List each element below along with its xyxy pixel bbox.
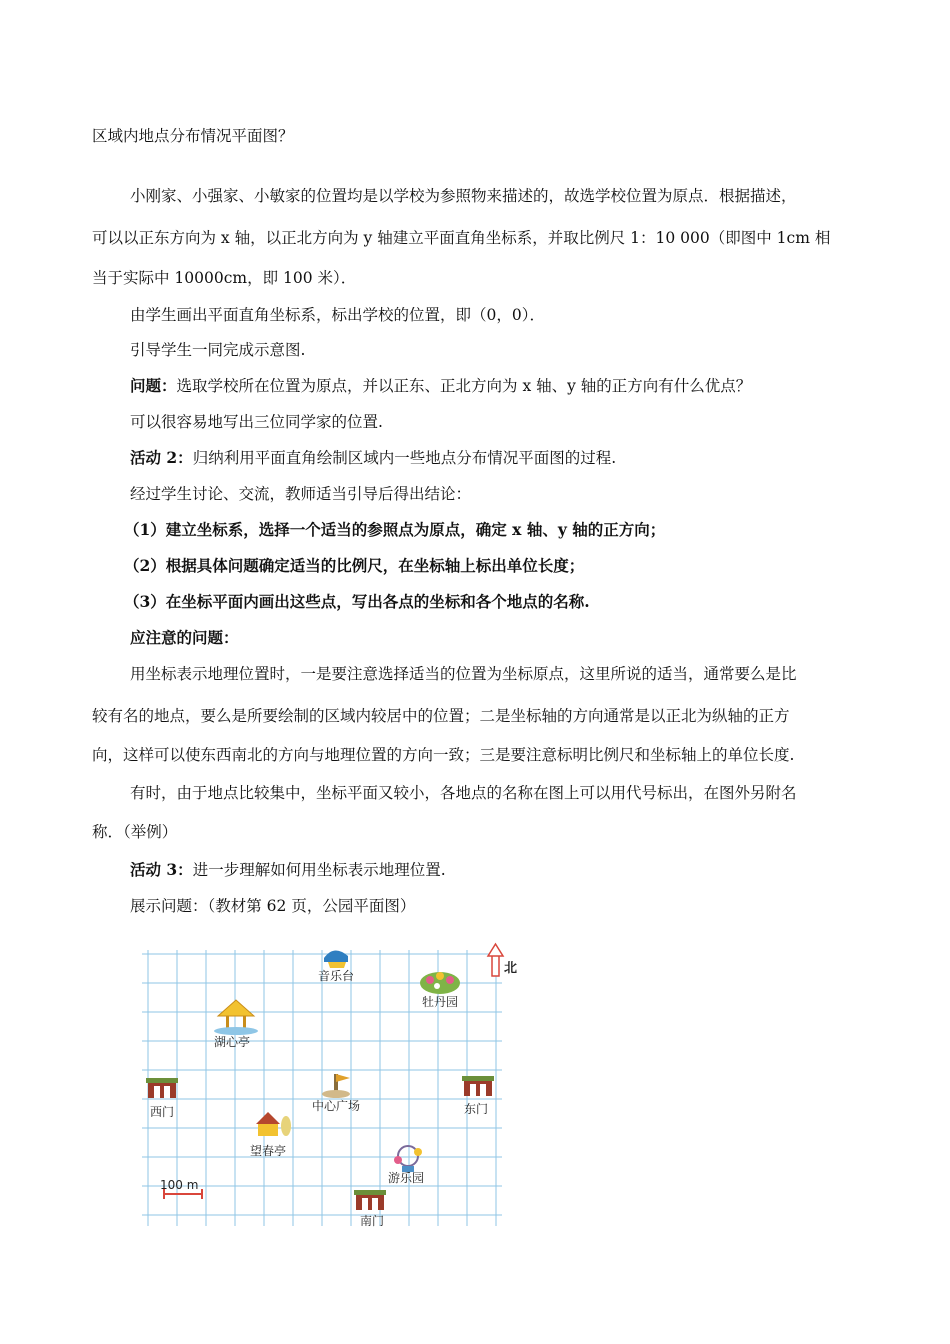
paragraph-draw-axes: 由学生画出平面直角坐标系，标出学校的位置，即（0，0）．: [130, 306, 545, 324]
pavilion-icon: [256, 1112, 291, 1136]
place-label-central-plaza: 中心广场: [312, 1099, 361, 1113]
activity-3-label: 活动 3：: [130, 860, 193, 879]
amusement-park-icon: [394, 1146, 422, 1172]
place-label-south-gate: 南门: [360, 1214, 385, 1228]
paragraph-explanation-1: 小刚家、小强家、小敏家的位置均是以学校为参照物来描述的，故选学校位置为原点．根据描述，: [130, 187, 797, 205]
paragraph-activity-3: 活动 3：进一步理解如何用坐标表示地理位置.: [130, 860, 446, 879]
conclusion-step-2: （2）根据具体问题确定适当的比例尺，在坐标轴上标出单位长度；: [124, 556, 585, 575]
music-stage-icon: [324, 950, 348, 968]
paragraph-activity-2: 活动 2：归纳利用平面直角绘制区域内一些地点分布情况平面图的过程.: [130, 448, 617, 467]
place-label-music-stage: 音乐台: [318, 969, 355, 983]
conclusion-step-3: （3）在坐标平面内画出这些点，写出各点的坐标和各个地点的名称.: [124, 592, 590, 611]
gate-icon: [146, 1078, 178, 1098]
place-label-spring-pavilion: 望春亭: [250, 1144, 287, 1158]
park-map: [140, 938, 530, 1238]
paragraph-notes-1: 用坐标表示地理位置时，一是要注意选择适当的位置为坐标原点，这里所说的适当，通常要么是比: [130, 665, 797, 683]
place-label-east-gate: 东门: [464, 1102, 489, 1116]
place-label-flower-garden: 牡丹园: [422, 995, 459, 1009]
scale-label: 100 m: [160, 1178, 199, 1192]
notes-heading: 应注意的问题：: [130, 628, 239, 647]
paragraph-guide: 引导学生一同完成示意图.: [130, 341, 306, 359]
paragraph-explanation-3: 当于实际中 10000cm，即 100 米）．: [92, 269, 357, 287]
paragraph-notes-3: 向，这样可以使东西南北的方向与地理位置的方向一致；三是要注意标明比例尺和坐标轴上的单位长度.: [92, 746, 795, 764]
pavilion-icon: [214, 1000, 258, 1035]
paragraph-codes-2: 称．（举例）: [92, 823, 178, 841]
paragraph-notes-2: 较有名的地点，要么是所要绘制的区域内较居中的位置；二是坐标轴的方向通常是以正北为纵轴的正方: [92, 707, 790, 725]
place-label-lake-pavilion: 湖心亭: [214, 1035, 251, 1049]
place-label-amusement-park: 游乐园: [388, 1171, 425, 1185]
paragraph-discussion: 经过学生讨论、交流，教师适当引导后得出结论：: [130, 485, 472, 503]
paragraph-explanation-2: 可以以正东方向为 x 轴，以正北方向为 y 轴建立平面直角坐标系，并取比例尺 1：10 000（即图中 1cm 相: [92, 229, 831, 247]
north-arrow: [488, 944, 517, 976]
plaza-icon: [322, 1074, 350, 1098]
scale-bar: [160, 1178, 202, 1199]
paragraph-question: 问题：选取学校所在位置为原点，并以正东、正北方向为 x 轴、y 轴的正方向有什么优点？: [130, 376, 752, 395]
gate-icon: [462, 1076, 494, 1096]
place-label-west-gate: 西门: [150, 1105, 175, 1119]
activity-2-label: 活动 2：: [130, 448, 193, 467]
flower-garden-icon: [420, 972, 460, 994]
north-label: 北: [504, 961, 518, 976]
question-label: 问题：: [130, 376, 177, 395]
gate-icon: [354, 1190, 386, 1210]
paragraph-intro-end: 区域内地点分布情况平面图？: [92, 127, 294, 145]
conclusion-step-1: （1）建立坐标系，选择一个适当的参照点为原点，确定 x 轴、y 轴的正方向；: [124, 520, 666, 539]
paragraph-answer: 可以很容易地写出三位同学家的位置.: [130, 413, 383, 431]
paragraph-codes-1: 有时，由于地点比较集中，坐标平面又较小，各地点的名称在图上可以用代号标出，在图外另附名: [130, 784, 797, 802]
paragraph-show-problem: 展示问题：（教材第 62 页，公园平面图）: [130, 897, 416, 915]
